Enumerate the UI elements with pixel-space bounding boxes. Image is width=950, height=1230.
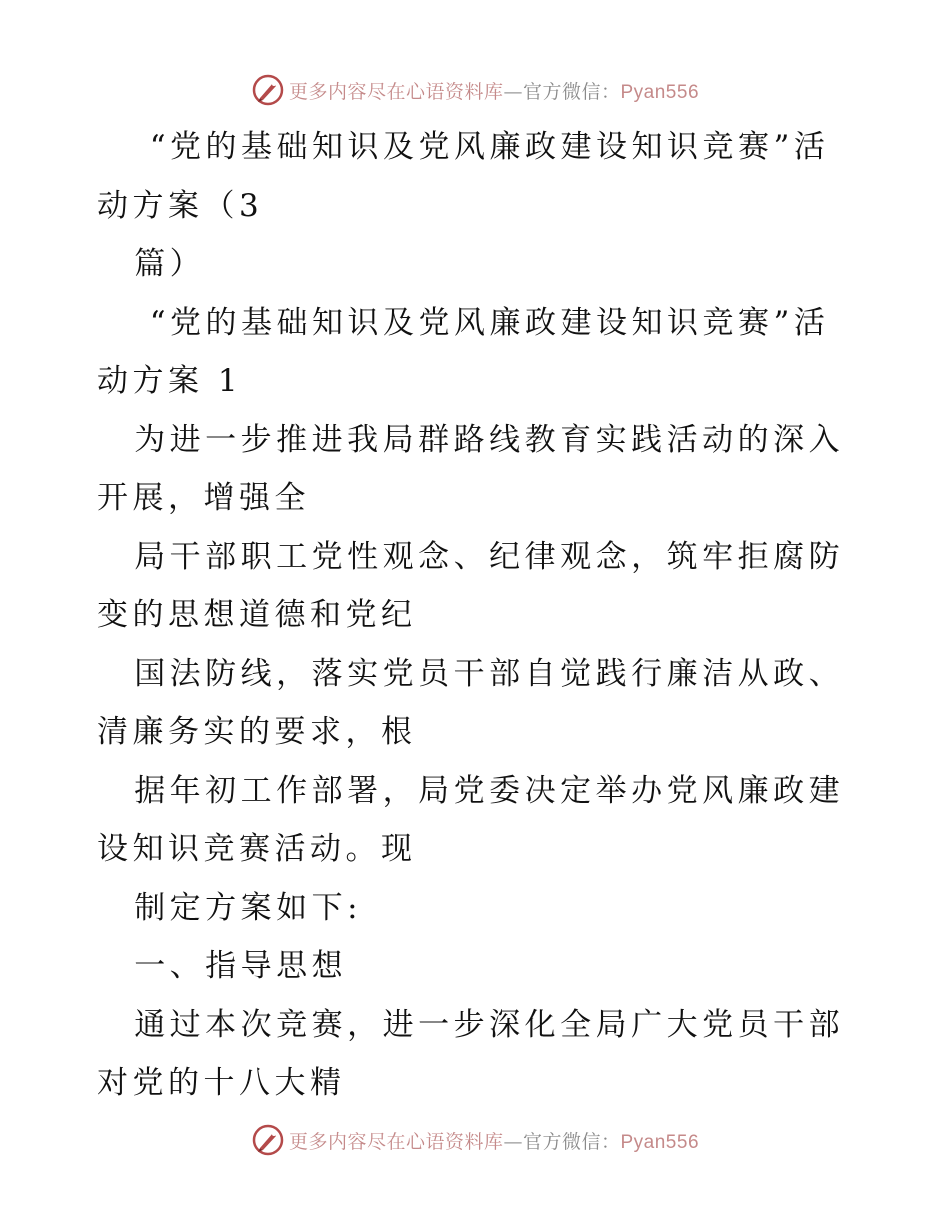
paragraph: 国法防线，落实党员干部自觉践行廉洁从政、清廉务实的要求，根 (97, 655, 845, 750)
wechat-id: Pyan556 (620, 81, 700, 103)
wechat-label: 官方微信： (522, 80, 621, 103)
paragraph: 制定方案如下: (134, 889, 363, 926)
banner-text (289, 77, 699, 104)
document-title-continuation: 篇） (134, 246, 206, 282)
brand-text: 更多内容尽在心语资料库 (288, 1130, 504, 1153)
document-body (97, 118, 857, 1113)
paragraph: 通过本次竞赛，进一步深化全局广大党员干部对党的十八大精 (97, 1006, 845, 1101)
paragraph: 为进一步推进我局群路线教育实践活动的深入开展，增强全 (97, 421, 845, 516)
heading-guiding-ideology: 一、指导思想 (134, 948, 348, 984)
paragraph: 据年初工作部署，局党委决定举办党风廉政建设知识竞赛活动。现 (97, 772, 845, 867)
banner-separator: — (503, 1130, 523, 1153)
footer-banner (0, 1120, 950, 1160)
banner-separator: — (503, 80, 523, 103)
pen-logo-icon (251, 1123, 285, 1157)
wechat-label: 官方微信： (522, 1130, 621, 1153)
brand-text: 更多内容尽在心语资料库 (288, 80, 504, 103)
banner-text (289, 1127, 699, 1154)
header-banner (0, 70, 950, 110)
paragraph: 局干部职工党性观念、纪律观念，筑牢拒腐防变的思想道德和党纪 (97, 538, 845, 633)
document-title: “党的基础知识及党风廉政建设知识竞赛”活动方案（3 (97, 129, 830, 224)
wechat-id: Pyan556 (620, 1131, 700, 1153)
pen-logo-icon (251, 73, 285, 107)
section-title: “党的基础知识及党风廉政建设知识竞赛”活动方案 1 (97, 304, 830, 399)
